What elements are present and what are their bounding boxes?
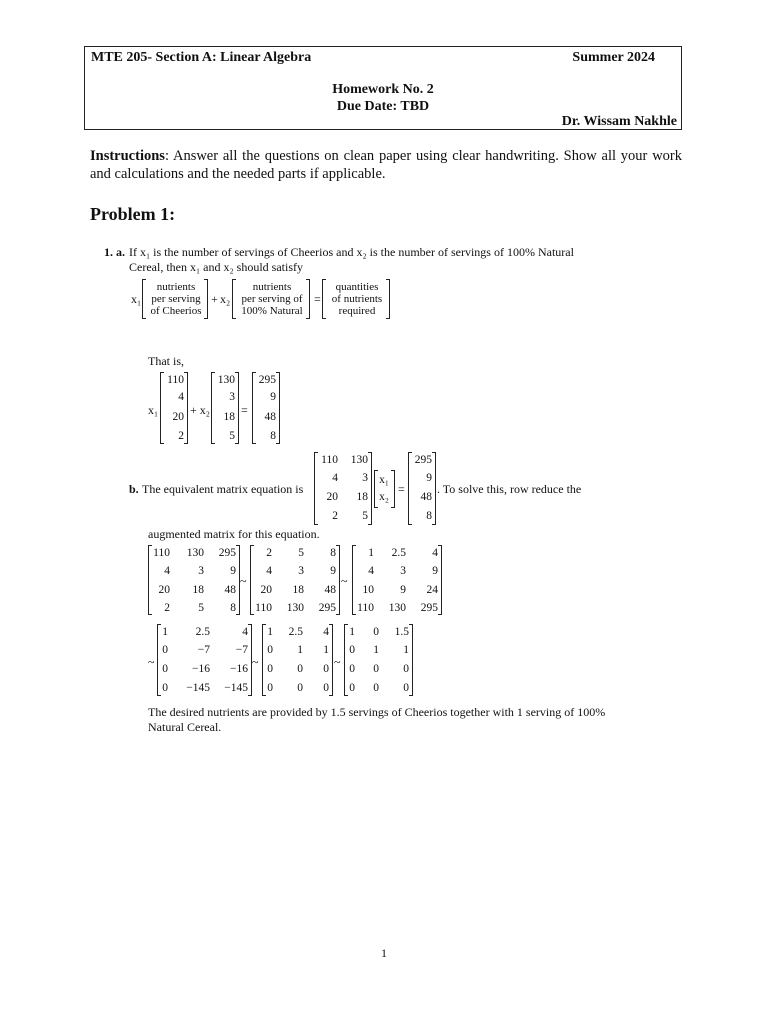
conclusion-line1: The desired nutrients are provided by 1.5 servings of Cheerios together with 1 serving of 100% <box>148 705 606 719</box>
matrix-cell: 5 <box>298 547 304 559</box>
that-is-text: That is, <box>148 354 184 368</box>
tilde: ~ <box>148 655 155 669</box>
bracket-right <box>276 372 280 444</box>
matrix-cell: 0 <box>297 682 303 694</box>
matrix-cell: 5 <box>229 430 235 442</box>
matrix-cell: −145 <box>224 682 248 694</box>
bracket-right <box>368 452 372 525</box>
matrix-cell: 1 <box>297 644 303 656</box>
matrix-cell: 8 <box>230 602 236 614</box>
word-eq-x1: x₁ <box>131 292 142 306</box>
part-b-letter: b. <box>129 482 139 496</box>
due-date: Due Date: TBD <box>336 99 430 114</box>
matrix-cell: 18 <box>192 584 204 596</box>
matrix-cell: 9 <box>432 565 438 577</box>
matrix-cell: 295 <box>420 602 438 614</box>
matrix-cell: 130 <box>186 547 204 559</box>
matrix-cell: 8 <box>426 510 432 522</box>
word-cell: required <box>338 305 376 317</box>
matrix-eq-equals: = <box>398 482 405 496</box>
matrix-cell: 0 <box>323 663 329 675</box>
bracket-right <box>329 624 333 696</box>
matrix-cell: 20 <box>172 411 184 423</box>
term: Summer 2024 <box>572 50 655 65</box>
bracket-right <box>204 279 208 319</box>
matrix-cell: 0 <box>267 644 273 656</box>
problem-title: Problem 1: <box>90 204 176 224</box>
matrix-cell: 130 <box>350 454 368 466</box>
matrix-cell: 0 <box>349 682 355 694</box>
word-eq-x2: x₂ <box>220 292 231 306</box>
word-cell: of nutrients <box>331 293 383 305</box>
bracket-right <box>409 624 413 696</box>
augmented-text: augmented matrix for this equation. <box>148 527 320 541</box>
matrix-cell: 2 <box>332 510 338 522</box>
matrix-cell: 9 <box>426 472 432 484</box>
word-cell: nutrients <box>252 281 292 293</box>
matrix-cell: 4 <box>178 391 184 403</box>
matrix-cell: 2.5 <box>391 547 406 559</box>
word-cell: per serving of <box>241 293 303 305</box>
matrix-cell: 2 <box>178 430 184 442</box>
bracket-right <box>336 545 340 615</box>
part-b-text-after: . To solve this, row reduce the <box>437 482 582 496</box>
instructions <box>90 147 682 183</box>
matrix-cell: 110 <box>321 454 338 466</box>
matrix-cell: 295 <box>318 602 336 614</box>
page-number: 1 <box>381 946 387 960</box>
matrix-cell: 0 <box>162 644 168 656</box>
matrix-cell: 295 <box>258 374 276 386</box>
matrix-cell: −145 <box>186 682 210 694</box>
word-cell: of Cheerios <box>150 305 202 317</box>
word-cell: quantities <box>335 281 379 293</box>
matrix-cell: 48 <box>224 584 236 596</box>
word-cell: per serving <box>151 293 201 305</box>
part-a-line2: Cereal, then x₁ and x₂ should satisfy <box>129 260 303 274</box>
word-eq-plus: + <box>211 292 218 306</box>
matrix-cell: 18 <box>223 411 235 423</box>
tilde: ~ <box>334 655 341 669</box>
matrix-cell: 0 <box>403 663 409 675</box>
part-a-line1: If x₁ is the number of servings of Cheerios and x₂ is the number of servings of 100% Natural <box>129 245 574 259</box>
header-box <box>84 46 682 130</box>
matrix-cell: 0 <box>267 682 273 694</box>
matrix-cell: 0 <box>162 682 168 694</box>
matrix-cell: 0 <box>349 644 355 656</box>
matrix-cell: 3 <box>400 565 406 577</box>
matrix-cell: 24 <box>426 584 438 596</box>
matrix-cell: 3 <box>298 565 304 577</box>
matrix-cell: 48 <box>324 584 336 596</box>
matrix-cell: 1 <box>267 626 273 638</box>
matrix-cell: 9 <box>230 565 236 577</box>
part-b-text-before: The equivalent matrix equation is <box>142 482 304 496</box>
matrix-cell: 130 <box>286 602 304 614</box>
matrix-cell: 8 <box>270 430 276 442</box>
matrix-cell: 1 <box>403 644 409 656</box>
bracket-right <box>306 279 310 319</box>
instructor: Dr. Wissam Nakhle <box>561 114 677 129</box>
matrix-cell: 1 <box>323 644 329 656</box>
matrix-cell: 2 <box>164 602 170 614</box>
matrix-cell: 110 <box>167 374 184 386</box>
matrix-cell: 3 <box>229 391 235 403</box>
matrix-cell: 1.5 <box>394 626 409 638</box>
word-eq-equals: = <box>314 292 321 306</box>
matrix-cell: 3 <box>362 472 368 484</box>
question-number: 1. <box>104 245 113 259</box>
bracket-right <box>235 372 239 444</box>
tilde: ~ <box>252 655 259 669</box>
matrix-cell: 4 <box>432 547 438 559</box>
bracket-right <box>438 545 442 615</box>
matrix-cell: 2.5 <box>195 626 210 638</box>
bracket-right <box>391 470 395 508</box>
matrix-cell: 48 <box>264 411 276 423</box>
course-title: MTE 205- Section A: Linear Algebra <box>91 50 312 65</box>
matrix-cell: 20 <box>158 584 170 596</box>
matrix-cell: 5 <box>362 510 368 522</box>
conclusion-line2: Natural Cereal. <box>148 720 222 734</box>
instructions-label: Instructions <box>90 148 165 164</box>
matrix-cell: 18 <box>356 491 368 503</box>
bracket-right <box>386 279 390 319</box>
matrix-cell: 0 <box>349 663 355 675</box>
matrix-cell: 4 <box>242 626 248 638</box>
matrix-cell: 20 <box>326 491 338 503</box>
matrix-cell: 0 <box>323 682 329 694</box>
matrix-cell: −16 <box>230 663 248 675</box>
matrix-cell: 0 <box>373 626 379 638</box>
matrix-cell: −7 <box>235 644 248 656</box>
matrix-cell: 1 <box>368 547 374 559</box>
matrix-cell: 4 <box>164 565 170 577</box>
word-cell: nutrients <box>156 281 196 293</box>
matrix-cell: −7 <box>197 644 210 656</box>
tilde: ~ <box>240 574 247 588</box>
matrix-cell: 8 <box>330 547 336 559</box>
matrix-cell: 2.5 <box>288 626 303 638</box>
matrix-cell: 4 <box>368 565 374 577</box>
matrix-cell: 295 <box>218 547 236 559</box>
matrix-cell: 0 <box>267 663 273 675</box>
tilde: ~ <box>341 574 348 588</box>
matrix-cell: 110 <box>255 602 272 614</box>
matrix-cell: 0 <box>297 663 303 675</box>
word-cell: 100% Natural <box>241 305 303 317</box>
matrix-cell: 3 <box>198 565 204 577</box>
bracket-right <box>432 452 436 525</box>
matrix-cell: 1 <box>373 644 379 656</box>
num-eq-x1: x₁ <box>148 403 159 417</box>
instructions-text: : Answer all the questions on clean paper using clear handwriting. Show all your work and calculations and the needed parts if applicable. <box>90 148 682 182</box>
homework-number: Homework No. 2 <box>332 82 434 97</box>
num-eq-equals: = <box>241 403 248 417</box>
matrix-cell: 130 <box>217 374 235 386</box>
matrix-cell: 1 <box>162 626 168 638</box>
variable-cell: x₂ <box>379 491 389 503</box>
matrix-cell: 0 <box>373 682 379 694</box>
matrix-cell: 110 <box>153 547 170 559</box>
matrix-cell: 20 <box>260 584 272 596</box>
bracket-right <box>184 372 188 444</box>
matrix-cell: 4 <box>323 626 329 638</box>
variable-cell: x₁ <box>379 474 389 486</box>
part-a-letter: a. <box>116 245 125 259</box>
matrix-cell: 5 <box>198 602 204 614</box>
matrix-cell: 130 <box>388 602 406 614</box>
matrix-cell: 18 <box>292 584 304 596</box>
matrix-cell: 4 <box>266 565 272 577</box>
matrix-cell: −16 <box>192 663 210 675</box>
matrix-cell: 0 <box>403 682 409 694</box>
matrix-cell: 295 <box>414 454 432 466</box>
matrix-cell: 9 <box>330 565 336 577</box>
matrix-cell: 0 <box>373 663 379 675</box>
matrix-cell: 2 <box>266 547 272 559</box>
matrix-cell: 1 <box>349 626 355 638</box>
matrix-cell: 48 <box>420 491 432 503</box>
matrix-cell: 9 <box>400 584 406 596</box>
matrix-cell: 4 <box>332 472 338 484</box>
matrix-cell: 0 <box>162 663 168 675</box>
matrix-cell: 110 <box>357 602 374 614</box>
matrix-cell: 10 <box>362 584 374 596</box>
matrix-cell: 9 <box>270 391 276 403</box>
num-eq-x2: + x₂ <box>190 403 210 417</box>
